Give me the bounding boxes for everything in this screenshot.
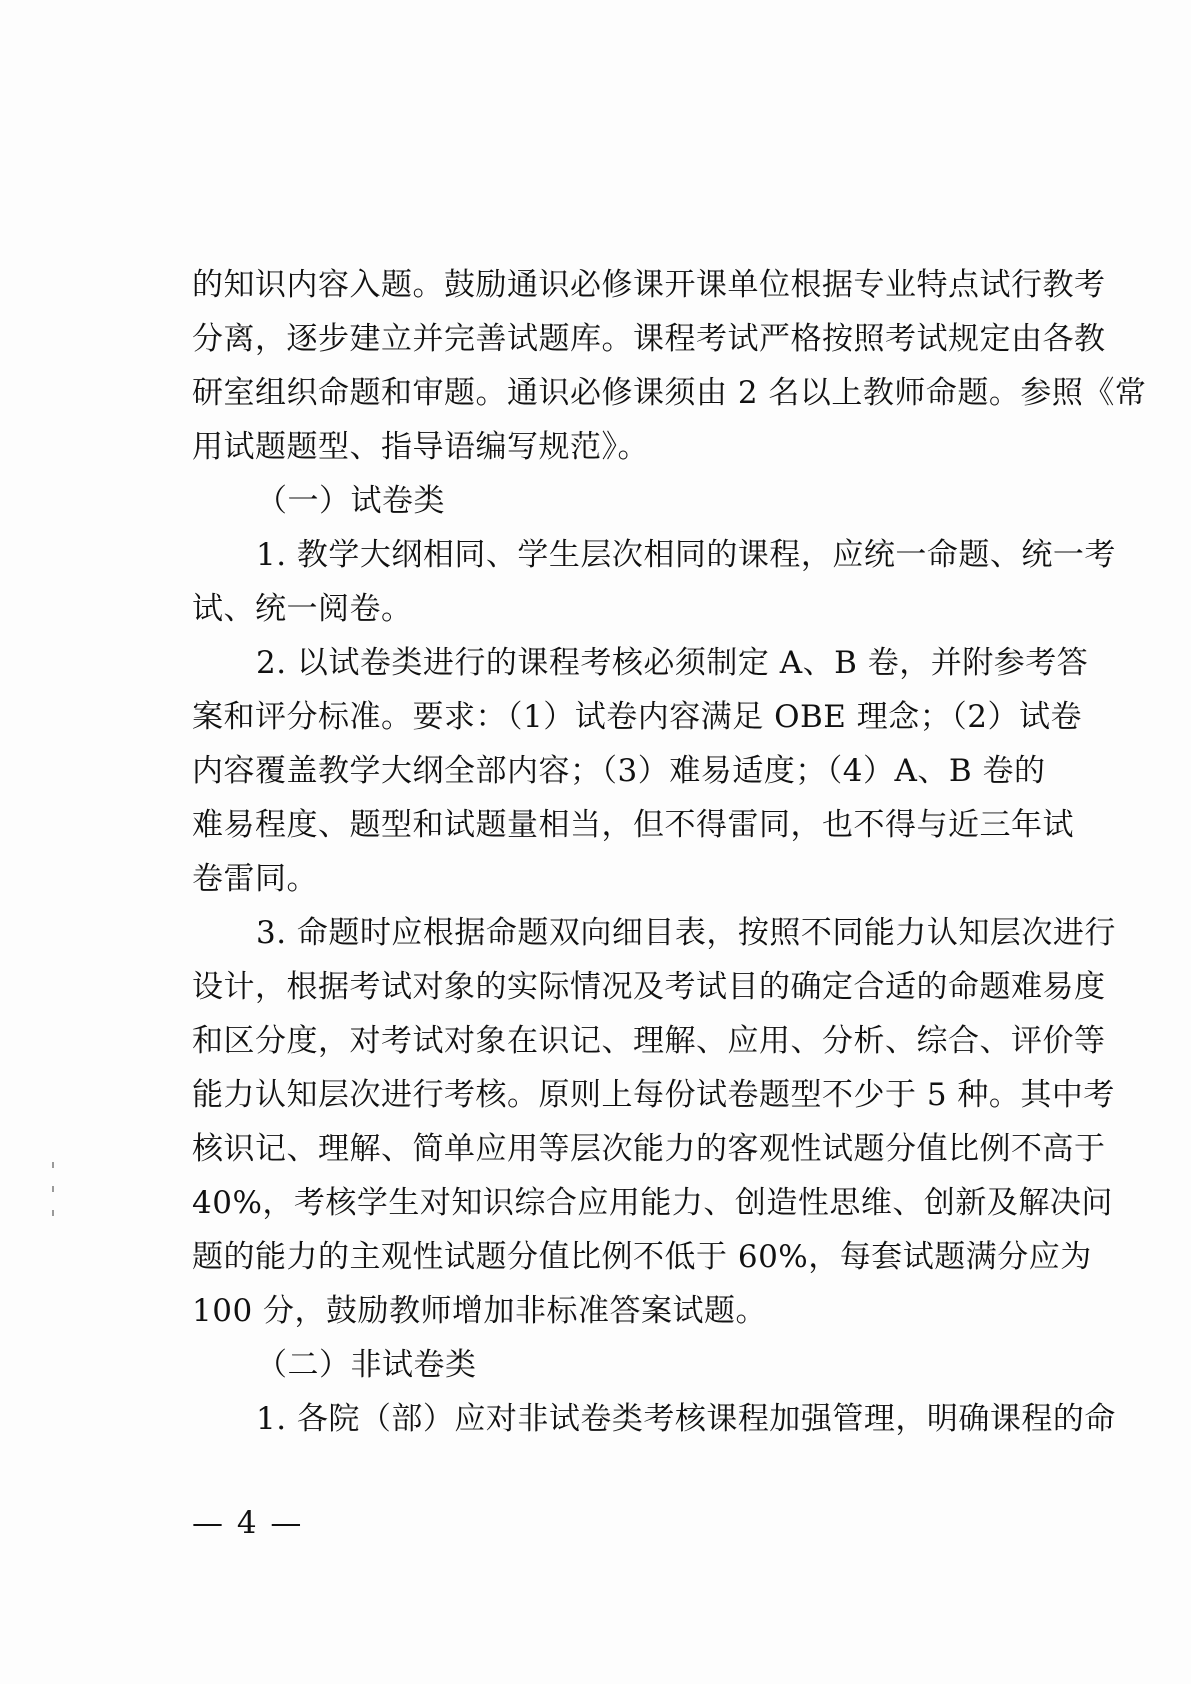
text-line: 100 分，鼓励教师增加非标准答案试题。	[192, 1293, 768, 1329]
text-line: 研室组织命题和审题。通识必修课须由 2 名以上教师命题。参照《常	[192, 375, 1147, 411]
text-line: 用试题题型、指导语编写规范》。	[192, 429, 649, 465]
text-line: 能力认知层次进行考核。原则上每份试卷题型不少于 5 种。其中考	[192, 1077, 1115, 1113]
scan-mark	[52, 1210, 54, 1216]
text-line: 2. 以试卷类进行的课程考核必须制定 A、B 卷，并附参考答	[256, 645, 1089, 681]
text-line: 分离，逐步建立并完善试题库。课程考试严格按照考试规定由各教	[192, 321, 1106, 357]
body-text	[192, 258, 1147, 1446]
text-line: 的知识内容入题。鼓励通识必修课开课单位根据专业特点试行教考	[192, 267, 1106, 303]
scan-edge-marks	[52, 1162, 55, 1232]
text-line: 3. 命题时应根据命题双向细目表，按照不同能力认知层次进行	[256, 915, 1116, 951]
text-line: 40%，考核学生对知识综合应用能力、创造性思维、创新及解决问	[192, 1185, 1113, 1221]
text-line: 难易程度、题型和试题量相当，但不得雷同，也不得与近三年试	[192, 807, 1074, 843]
text-line: 核识记、理解、简单应用等层次能力的客观性试题分值比例不高于	[192, 1131, 1106, 1167]
scan-mark	[52, 1186, 54, 1192]
text-line: 卷雷同。	[192, 861, 318, 897]
text-line: （一）试卷类	[256, 483, 445, 519]
text-line: 试、统一阅卷。	[192, 591, 413, 627]
text-line: 和区分度，对考试对象在识记、理解、应用、分析、综合、评价等	[192, 1023, 1106, 1059]
text-line: 1. 教学大纲相同、学生层次相同的课程，应统一命题、统一考	[256, 537, 1116, 573]
scan-mark	[52, 1162, 54, 1168]
text-line: 题的能力的主观性试题分值比例不低于 60%，每套试题满分应为	[192, 1239, 1092, 1275]
text-line: 1. 各院（部）应对非试卷类考核课程加强管理，明确课程的命	[256, 1401, 1116, 1437]
text-line: 案和评分标准。要求：（1）试卷内容满足 OBE 理念；（2）试卷	[192, 699, 1082, 735]
text-line: 内容覆盖教学大纲全部内容；（3）难易适度；（4）A、B 卷的	[192, 753, 1046, 789]
page-number: — 4 —	[192, 1505, 304, 1541]
text-line: 设计，根据考试对象的实际情况及考试目的确定合适的命题难易度	[192, 969, 1106, 1005]
text-line: （二）非试卷类	[256, 1347, 477, 1383]
